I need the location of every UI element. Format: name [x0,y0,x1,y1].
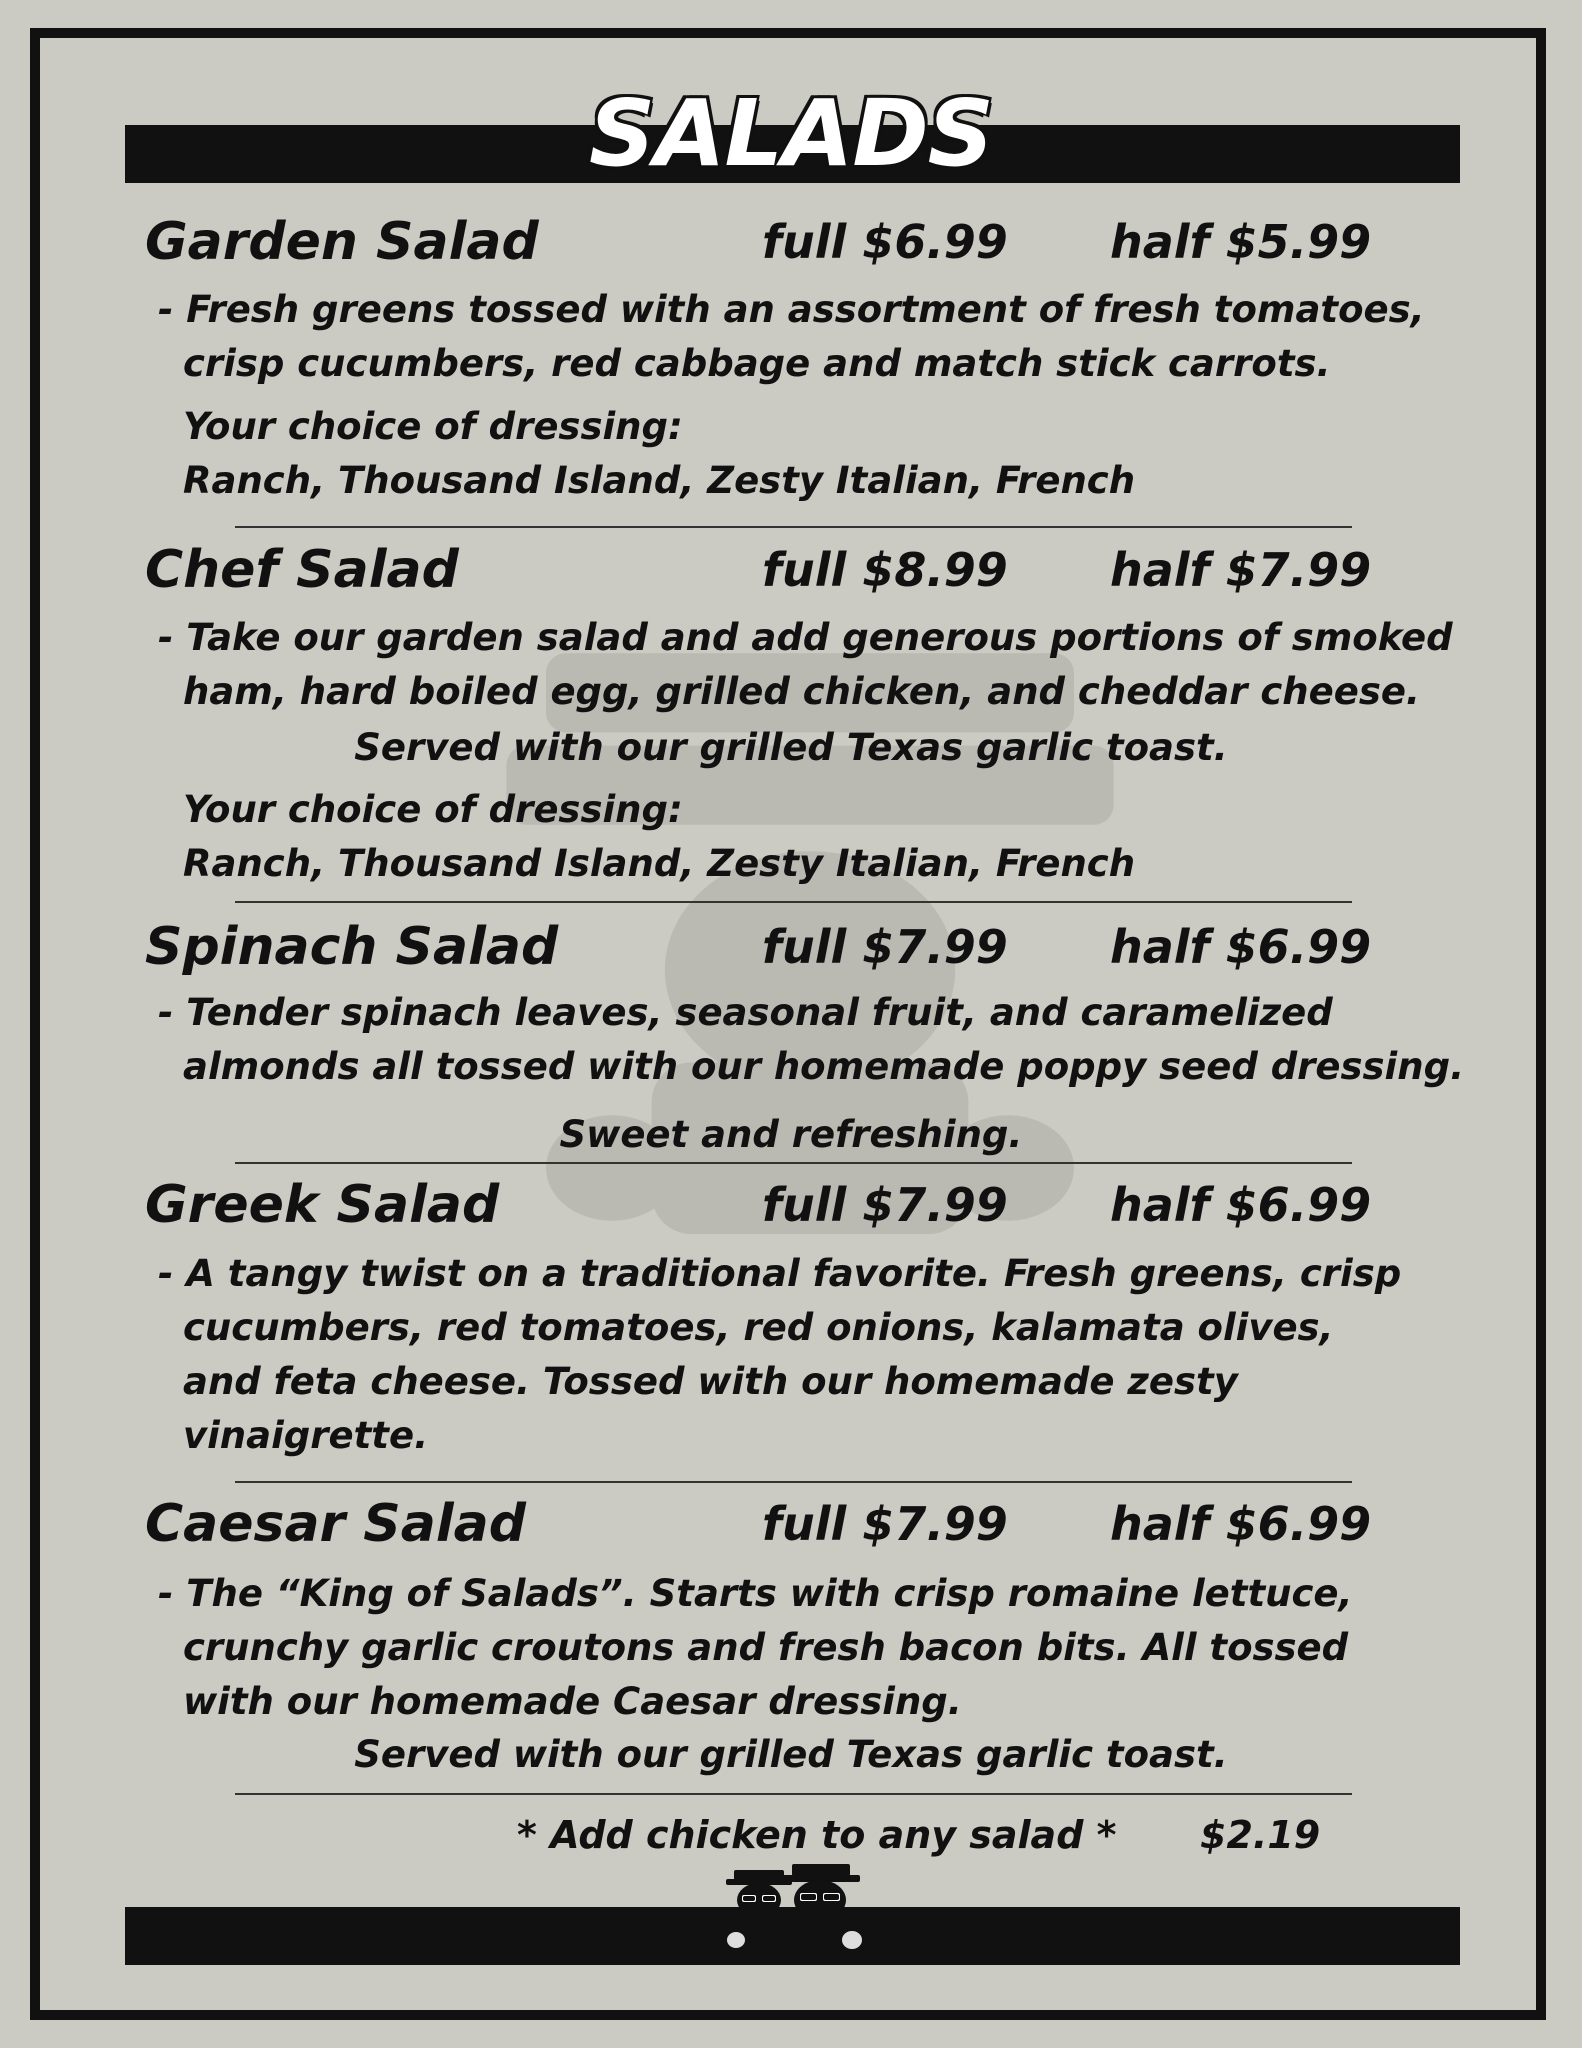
item-name: Garden Salad [145,212,539,272]
item-description: - A tangy twist on a traditional favorite. Fresh greens, crisp [158,1252,1402,1295]
dressing-options: Ranch, Thousand Island, Zesty Italian, French [183,459,1136,502]
addon-price: $2.19 [1200,1813,1321,1857]
item-description: crunchy garlic croutons and fresh bacon bits. All tossed [183,1626,1349,1669]
item-description: crisp cucumbers, red cabbage and match stick carrots. [183,342,1331,385]
item-description: almonds all tossed with our homemade poppy seed dressing. [183,1045,1465,1088]
price-full: full $8.99 [762,543,1008,597]
price-full: full $6.99 [762,215,1008,269]
item-description: and feta cheese. Tossed with our homemade zesty [183,1360,1238,1403]
divider [235,1793,1352,1795]
price-full: full $7.99 [762,1178,1008,1232]
served-with: Served with our grilled Texas garlic toast. [354,726,1228,769]
item-name: Greek Salad [145,1175,500,1235]
menu-item-caesar-salad [145,1494,1425,1554]
dressing-options: Ranch, Thousand Island, Zesty Italian, French [183,842,1136,885]
item-description: - Fresh greens tossed with an assortment of fresh tomatoes, [158,288,1425,331]
menu-item-garden-salad [145,212,1425,272]
item-description: with our homemade Caesar dressing. [183,1680,962,1723]
price-half: half $6.99 [1110,1497,1372,1551]
divider [235,1481,1352,1483]
divider [235,901,1352,903]
dressing-label: Your choice of dressing: [183,788,683,831]
item-name: Spinach Salad [145,917,559,977]
item-description: cucumbers, red tomatoes, red onions, kalamata olives, [183,1306,1334,1349]
menu-item-spinach-salad [145,917,1425,977]
price-half: half $5.99 [1110,215,1372,269]
divider [235,526,1352,528]
item-description: - Tender spinach leaves, seasonal fruit, and caramelized [158,991,1333,1034]
item-description: - Take our garden salad and add generous portions of smoked [158,616,1453,659]
item-name: Chef Salad [145,540,459,600]
divider [235,1162,1352,1164]
served-with: Served with our grilled Texas garlic toast. [354,1733,1228,1776]
price-full: full $7.99 [762,1497,1008,1551]
addon-label: * Add chicken to any salad * [517,1813,1117,1857]
price-half: half $6.99 [1110,920,1372,974]
menu-item-greek-salad [145,1175,1425,1235]
item-description: - The “King of Salads”. Starts with crisp romaine lettuce, [158,1572,1353,1615]
price-half: half $6.99 [1110,1178,1372,1232]
item-description: ham, hard boiled egg, grilled chicken, and cheddar cheese. [183,670,1420,713]
page-title: SALADS [589,80,993,187]
two-brothers-logo-icon [720,1862,870,1962]
menu-item-chef-salad [145,540,1425,600]
item-name: Caesar Salad [145,1494,526,1554]
dressing-label: Your choice of dressing: [183,405,683,448]
price-half: half $7.99 [1110,543,1372,597]
item-description: vinaigrette. [183,1414,429,1457]
price-full: full $7.99 [762,920,1008,974]
item-tagline: Sweet and refreshing. [559,1113,1023,1156]
